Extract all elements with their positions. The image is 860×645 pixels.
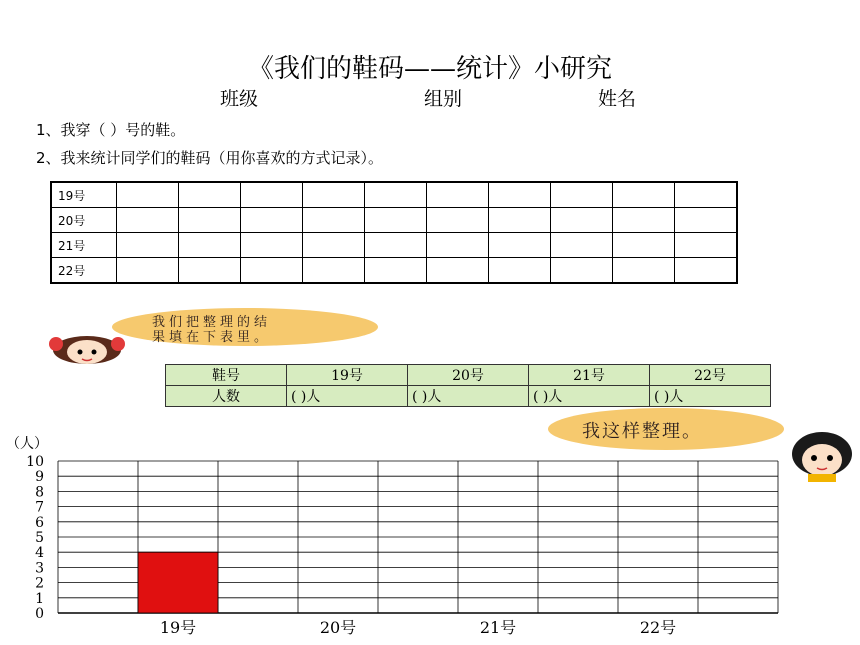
- tally-cell[interactable]: [117, 182, 179, 208]
- summary-count-cell[interactable]: ( )人: [287, 386, 408, 407]
- tally-row-label: 20号: [51, 208, 117, 233]
- y-tick-label: 8: [35, 484, 44, 501]
- summary-count-cell[interactable]: ( )人: [529, 386, 650, 407]
- page-title: 《我们的鞋码——统计》小研究: [247, 54, 612, 84]
- x-categories: [160, 618, 676, 637]
- y-tick-label: 5: [35, 530, 44, 546]
- table-row: [166, 365, 771, 386]
- summary-size: 19号: [287, 365, 408, 386]
- tally-cell[interactable]: [489, 258, 551, 284]
- tally-cell[interactable]: [427, 233, 489, 258]
- summary-header-label: 鞋号: [166, 365, 287, 386]
- tally-cell[interactable]: [675, 182, 738, 208]
- y-tick-label: 2: [35, 575, 44, 592]
- tally-cell[interactable]: [365, 233, 427, 258]
- name-label: 姓名: [598, 88, 637, 110]
- tally-cell[interactable]: [427, 258, 489, 284]
- tally-row-label: 21号: [51, 233, 117, 258]
- question-1: 1、我穿（ ）号的鞋。: [36, 121, 186, 139]
- tally-row-label: 19号: [51, 182, 117, 208]
- tally-cell[interactable]: [613, 182, 675, 208]
- tally-cell[interactable]: [179, 182, 241, 208]
- bar-chart: [0, 432, 860, 645]
- tally-cell[interactable]: [427, 208, 489, 233]
- tally-cell[interactable]: [117, 208, 179, 233]
- summary-count-cell[interactable]: ( )人: [408, 386, 529, 407]
- group-label: 组别: [424, 88, 463, 110]
- tally-cell[interactable]: [551, 233, 613, 258]
- speech-bubble-top: [112, 308, 378, 346]
- tally-cell[interactable]: [179, 233, 241, 258]
- tally-cell[interactable]: [241, 258, 303, 284]
- x-category-label: 20号: [319, 618, 357, 637]
- y-tick-label: 10: [26, 454, 44, 470]
- tally-cell[interactable]: [117, 258, 179, 284]
- tally-cell[interactable]: [303, 182, 365, 208]
- summary-table: [165, 364, 771, 407]
- tally-cell[interactable]: [303, 258, 365, 284]
- bar: [138, 552, 218, 613]
- bubble-bottom-text: 我这样整理。: [582, 421, 702, 442]
- y-axis-label: （人）: [6, 436, 48, 452]
- table-row: [51, 182, 737, 208]
- tally-cell[interactable]: [489, 208, 551, 233]
- y-tick-label: 6: [35, 514, 44, 531]
- tally-cell[interactable]: [303, 208, 365, 233]
- tally-cell[interactable]: [241, 182, 303, 208]
- table-row: [51, 208, 737, 233]
- tally-cell[interactable]: [613, 208, 675, 233]
- tally-row-label: 22号: [51, 258, 117, 284]
- y-tick-label: 1: [35, 590, 44, 607]
- y-tick-label: 0: [35, 606, 44, 622]
- bubble-top-line1: 我们把整理的结: [152, 315, 272, 330]
- tally-cell[interactable]: [551, 258, 613, 284]
- tally-cell[interactable]: [241, 208, 303, 233]
- summary-size: 21号: [529, 365, 650, 386]
- tally-cell[interactable]: [489, 233, 551, 258]
- tally-cell[interactable]: [179, 258, 241, 284]
- question-2: 2、我来统计同学们的鞋码（用你喜欢的方式记录）。: [36, 149, 384, 167]
- tally-table: [50, 181, 738, 284]
- tally-cell[interactable]: [675, 208, 738, 233]
- tally-cell[interactable]: [675, 258, 738, 284]
- summary-size: 22号: [650, 365, 771, 386]
- tally-cell[interactable]: [365, 258, 427, 284]
- tally-cell[interactable]: [365, 182, 427, 208]
- tally-cell[interactable]: [613, 233, 675, 258]
- girl-face-icon: [42, 330, 132, 366]
- bars: [138, 552, 218, 613]
- y-ticks: [26, 454, 44, 622]
- tally-cell[interactable]: [489, 182, 551, 208]
- summary-count-label: 人数: [166, 386, 287, 407]
- class-label: 班级: [220, 88, 259, 110]
- tally-cell[interactable]: [675, 233, 738, 258]
- tally-cell[interactable]: [303, 233, 365, 258]
- tally-cell[interactable]: [551, 208, 613, 233]
- tally-cell[interactable]: [613, 258, 675, 284]
- tally-cell[interactable]: [551, 182, 613, 208]
- bubble-top-line2: 果填在下表里。: [152, 330, 272, 345]
- tally-cell[interactable]: [365, 208, 427, 233]
- tally-cell[interactable]: [117, 233, 179, 258]
- y-tick-label: 9: [35, 469, 44, 486]
- x-category-label: 22号: [639, 618, 677, 637]
- x-category-label: 19号: [159, 618, 197, 637]
- tally-cell[interactable]: [241, 233, 303, 258]
- table-row: [166, 386, 771, 407]
- table-row: [51, 233, 737, 258]
- y-tick-label: 4: [35, 545, 44, 562]
- summary-count-cell[interactable]: ( )人: [650, 386, 771, 407]
- tally-cell[interactable]: [179, 208, 241, 233]
- y-tick-label: 3: [35, 560, 44, 577]
- y-tick-label: 7: [35, 499, 44, 516]
- table-row: [51, 258, 737, 284]
- x-category-label: 21号: [479, 618, 517, 637]
- tally-cell[interactable]: [427, 182, 489, 208]
- summary-size: 20号: [408, 365, 529, 386]
